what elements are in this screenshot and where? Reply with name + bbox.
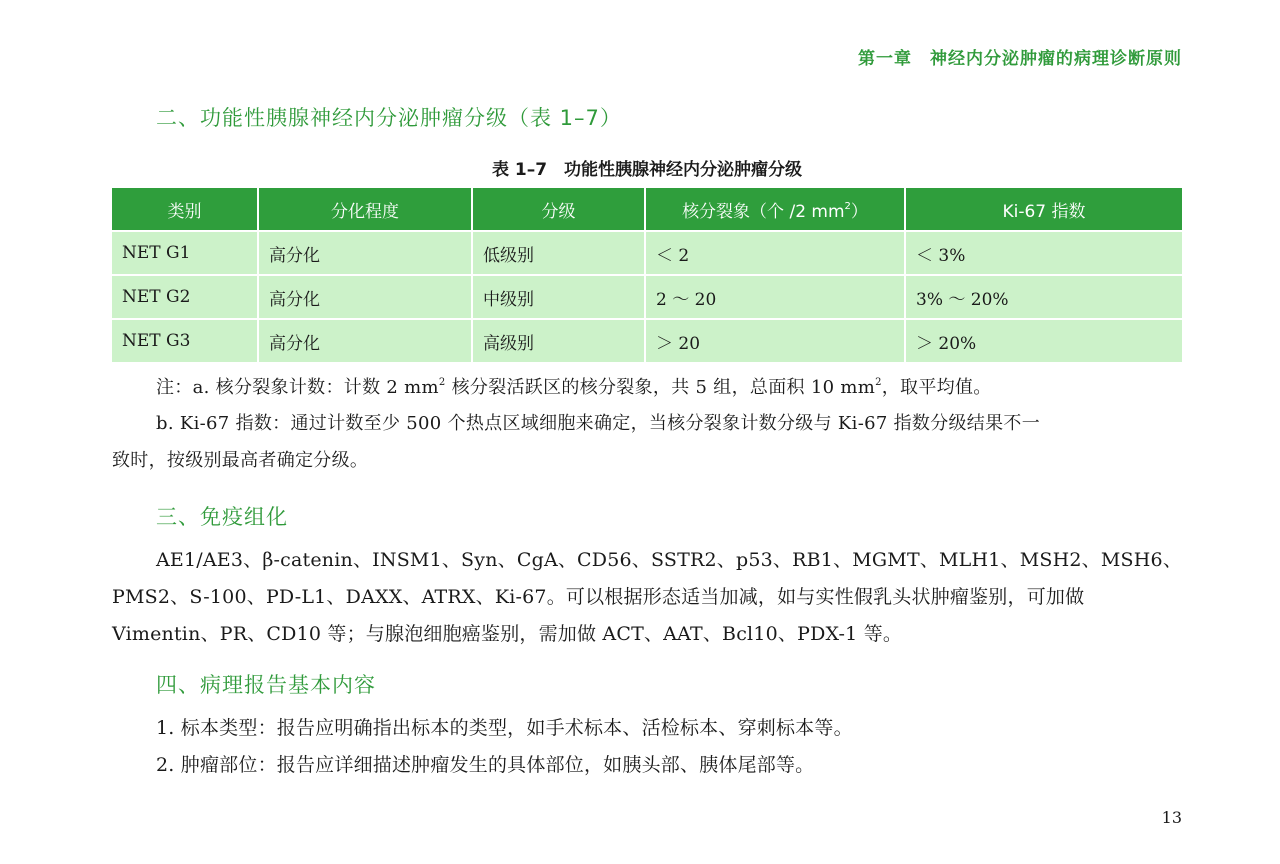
report-item-specimen-type: 1. 标本类型：报告应明确指出标本的类型，如手术标本、活检标本、穿刺标本等。 <box>156 717 853 739</box>
table-note-b: b. Ki-67 指数：通过计数至少 500 个热点区域细胞来确定，当核分裂象计数分级与 Ki-67 指数分级结果不一 <box>156 413 1041 434</box>
table-row <box>112 319 1182 362</box>
cell-ki67: ＜ 3% <box>905 231 1182 275</box>
ihc-paragraph-line-2: PMS2、S-100、PD-L1、DAXX、ATRX、Ki-67。可以根据形态适当加减，如与实性假乳头状肿瘤鉴别，可加做 <box>112 586 1085 608</box>
table-row <box>112 275 1182 319</box>
note-a-text-1: 注：a. 核分裂象计数：计数 2 mm <box>156 377 439 398</box>
col-header-ki67: Ki-67 指数 <box>905 188 1182 231</box>
note-a-text-2: 核分裂活跃区的核分裂象，共 5 组，总面积 10 mm <box>445 377 876 398</box>
cell-differentiation: 高分化 <box>258 319 472 362</box>
note-a-sup-2: 2 <box>875 377 882 388</box>
cell-grade: 高级别 <box>472 319 645 362</box>
note-a-sup-1: 2 <box>438 377 446 388</box>
col-header-differentiation: 分化程度 <box>258 188 472 231</box>
cell-ki67: ＞ 20% <box>905 319 1182 362</box>
grading-table <box>112 188 1182 362</box>
cell-differentiation: 高分化 <box>258 275 472 319</box>
mitotic-header-close: ） <box>850 201 868 222</box>
section-heading-ihc: 三、免疫组化 <box>156 505 288 529</box>
cell-mitotic: 2 ～ 20 <box>645 275 905 319</box>
note-a-text-3: ，取平均值。 <box>881 377 992 398</box>
section-heading-report: 四、病理报告基本内容 <box>156 673 376 697</box>
cell-mitotic: ＜ 2 <box>645 231 905 275</box>
cell-category: NET G2 <box>112 275 258 319</box>
cell-mitotic: ＞ 20 <box>645 319 905 362</box>
report-item-tumor-site: 2. 肿瘤部位：报告应详细描述肿瘤发生的具体部位，如胰头部、胰体尾部等。 <box>156 754 815 776</box>
cell-category: NET G3 <box>112 319 258 362</box>
cell-grade: 低级别 <box>472 231 645 275</box>
mitotic-header-text: 核分裂象（个 /2 mm <box>682 201 845 222</box>
table-header-row <box>112 188 1182 231</box>
cell-grade: 中级别 <box>472 275 645 319</box>
ihc-paragraph-line-1: AE1/AE3、β-catenin、INSM1、Syn、CgA、CD56、SSTR2、p53、RB1、MGMT、MLH1、MSH2、MSH6、 <box>156 549 1183 571</box>
table-note-a <box>156 370 992 406</box>
section-heading-grading: 二、功能性胰腺神经内分泌肿瘤分级（表 1–7） <box>156 106 622 130</box>
cell-category: NET G1 <box>112 231 258 275</box>
cell-differentiation: 高分化 <box>258 231 472 275</box>
mitotic-header-sup: 2 <box>844 200 851 212</box>
col-header-category: 类别 <box>112 188 258 231</box>
table-caption: 表 1–7 功能性胰腺神经内分泌肿瘤分级 <box>491 160 803 180</box>
page-number: 13 <box>1161 808 1182 827</box>
table-note-b-continued: 致时，按级别最高者确定分级。 <box>112 450 369 471</box>
ihc-paragraph-line-3: Vimentin、PR、CD10 等；与腺泡细胞癌鉴别，需加做 ACT、AAT、Bcl10、PDX-1 等。 <box>112 623 903 645</box>
cell-ki67: 3% ～ 20% <box>905 275 1182 319</box>
col-header-mitotic-count <box>645 188 905 231</box>
running-head: 第一章 神经内分泌肿瘤的病理诊断原则 <box>858 49 1182 69</box>
col-header-grade: 分级 <box>472 188 645 231</box>
table-row <box>112 231 1182 275</box>
